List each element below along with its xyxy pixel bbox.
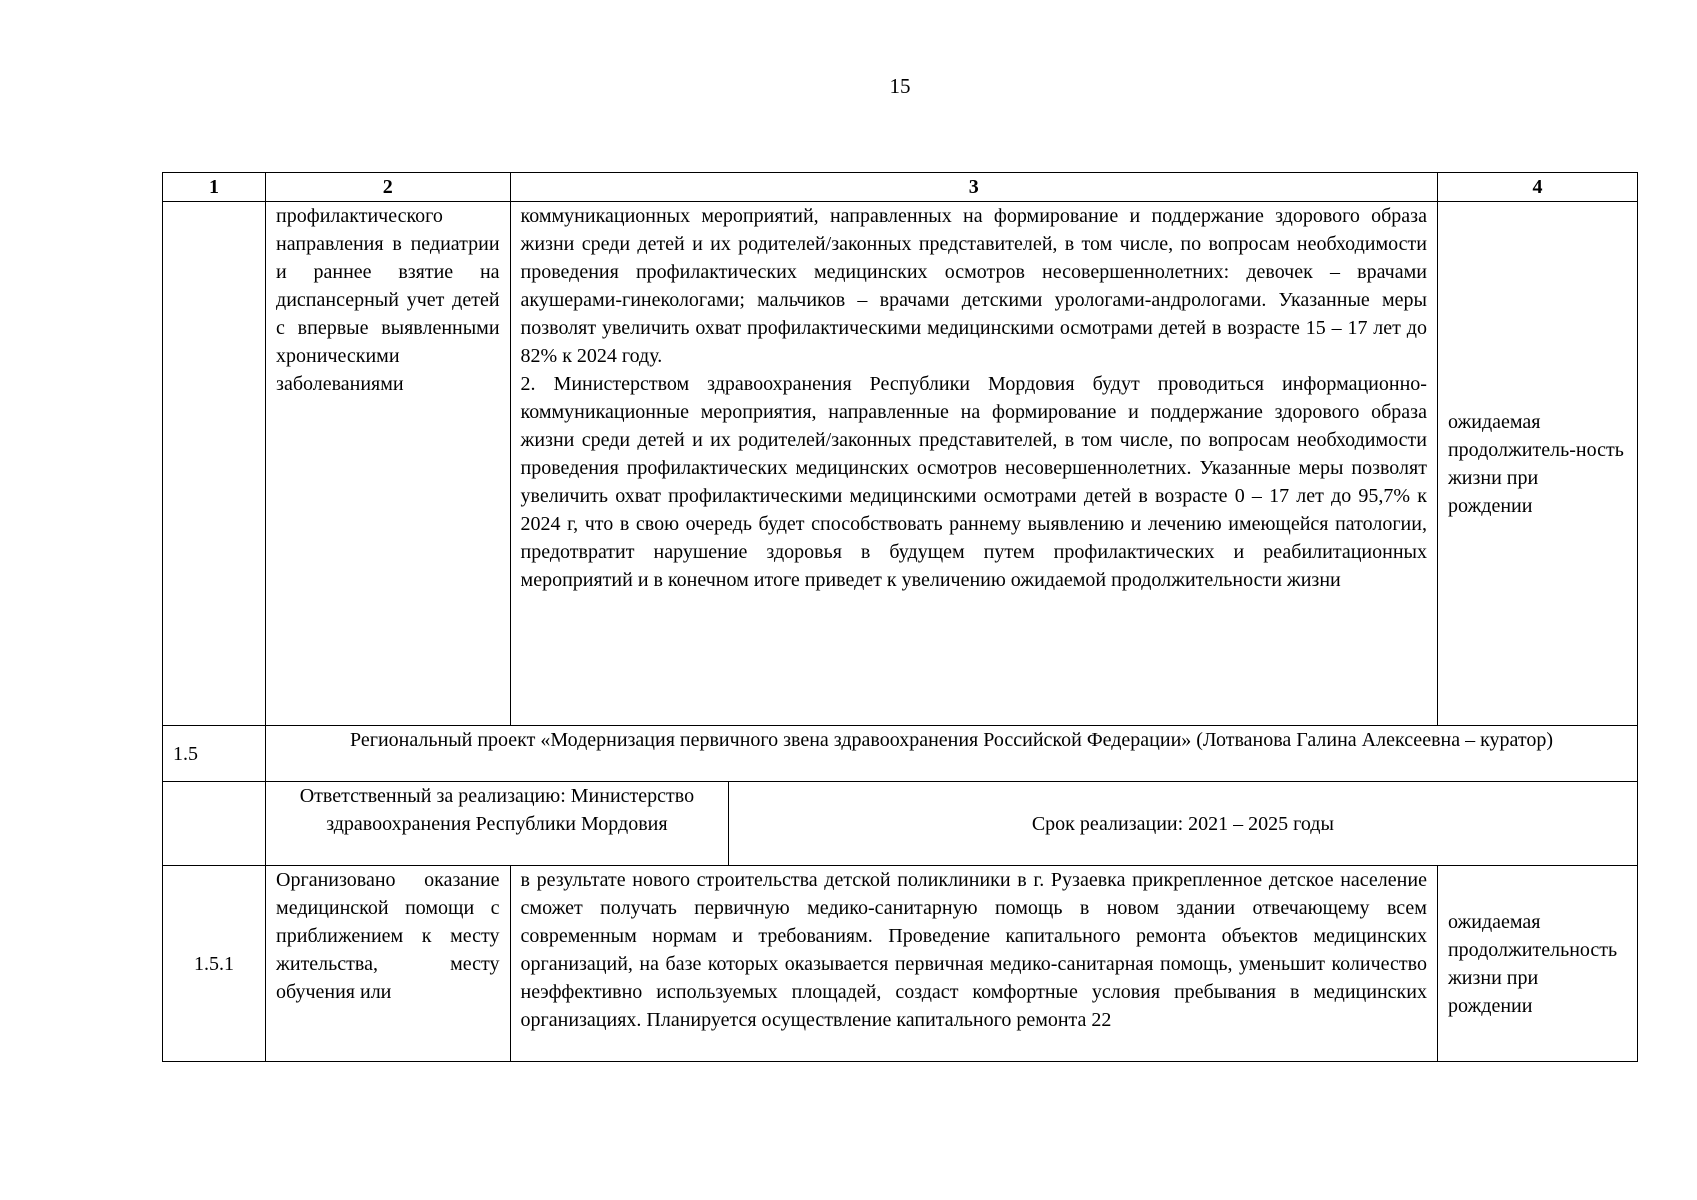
row4-col3: в результате нового строительства детской поликлиники в г. Рузаевка прикрепленное детское население сможет получать первичную медико-санитарную помощь в новом здании отвечающему всем современным нормам и требованиям. Проведение капитального ремонта объектов медицинских организаций, на базе которых оказывается первичная медико-санитарная помощь, уменьшит количество неэффективно используемых площадей, создаст комфортные условия пребывания в медицинских организациях. Планируется осуществление капитального ремонта 22 — [510, 866, 1437, 1062]
row1-col3-paragraph-2: 2. Министерством здравоохранения Республики Мордовия будут проводиться информационно-коммуникационные мероприятия, направленные на формирование и поддержание здорового образа жизни среди детей и их родителей/законных представителей, в том числе, по вопросам необходимости проведения профилактических медицинских осмотров несовершеннолетних. Указанные меры позволят увеличить охват профилактическими медицинскими осмотрами детей в возрасте 0 – 17 лет до 95,7% к 2024 г, что в свою очередь будет способствовать раннему выявлению и лечению имеющейся патологии, предотвратит нарушение здоровья в будущем путем профилактических и реабилитационных мероприятий и в конечном итоге приведет к увеличению ожидаемой продолжительности жизни — [520, 373, 1427, 591]
program-table — [162, 172, 1638, 1062]
page-number: 15 — [889, 74, 911, 98]
header-col-2: 2 — [266, 173, 510, 202]
row3-col1 — [163, 782, 266, 866]
table-row — [163, 202, 1638, 726]
row4-number: 1.5.1 — [163, 866, 266, 1062]
row1-col4: ожидаемая продолжитель-ность жизни при рождении — [1437, 202, 1637, 726]
row1-col3-paragraph-1: коммуникационных мероприятий, направленных на формирование и поддержание здорового образа жизни среди детей и их родителей/законных представителей, в том числе, по вопросам необходимости проведения профилактических медицинских осмотров несовершеннолетних: девочек – врачами акушерами-гинекологами; мальчиков – врачами детскими урологами-андрологами. Указанные меры позволят увеличить охват профилактическими медицинскими осмотрами детей в возрасте 15 – 17 лет до 82% к 2024 году. — [520, 205, 1427, 367]
row2-number: 1.5 — [163, 726, 266, 782]
header-col-3: 3 — [510, 173, 1437, 202]
row1-col3 — [510, 202, 1437, 726]
project-title-row — [163, 726, 1638, 782]
header-col-1: 1 — [163, 173, 266, 202]
implementation-period: Срок реализации: 2021 – 2025 годы — [728, 782, 1637, 866]
responsibility-row — [163, 782, 1638, 866]
responsible-party: Ответственный за реализацию: Министерство здравоохранения Республики Мордовия — [266, 782, 729, 866]
row4-col4: ожидаемая продолжительность жизни при рождении — [1437, 866, 1637, 1062]
row1-col2: профилактического направления в педиатрии и раннее взятие на диспансерный учет детей с впервые выявленными хроническими заболеваниями — [266, 202, 510, 726]
row1-col1 — [163, 202, 266, 726]
row4-col2: Организовано оказание медицинской помощи с приближением к месту жительства, месту обучения или — [266, 866, 510, 1062]
project-title: Региональный проект «Модернизация первичного звена здравоохранения Российской Федерации» (Лотванова Галина Алексеевна – куратор) — [266, 726, 1638, 782]
table-header-row — [163, 173, 1638, 202]
table-row — [163, 866, 1638, 1062]
header-col-4: 4 — [1437, 173, 1637, 202]
